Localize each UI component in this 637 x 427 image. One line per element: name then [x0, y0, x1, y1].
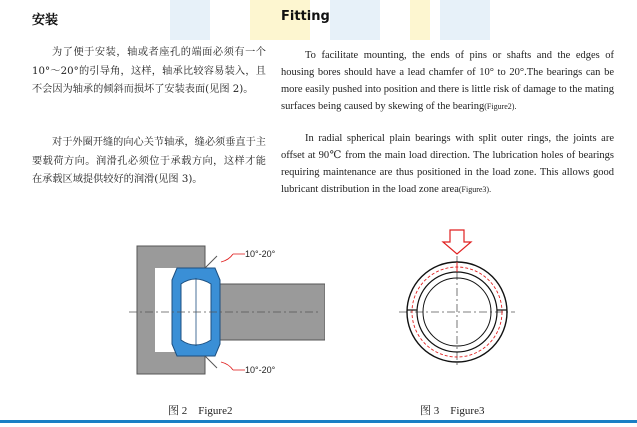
angle-label-bottom: 10°-20°: [245, 365, 276, 375]
paragraph-cn-1: 为了便于安装，轴或者座孔的端面必须有一个 10°～20°的引导角，这样，轴承比较容易装入，且不会因为轴承的倾斜而损坏了安装表面(见图 2)。: [32, 47, 266, 95]
paragraph-cn-2: 对于外圈开缝的向心关节轴承，缝必须垂直于主要载荷方向。润滑孔必须位于承载方向，这样才能在承载区域提供较好的润滑(见图 3)。: [32, 137, 266, 185]
figure3-reference: (Figure3).: [458, 185, 492, 194]
figure2-caption: 图 2 Figure2: [168, 405, 233, 417]
paragraph-en-1-text: To facilitate mounting, the ends of pins or shafts and the edges of housing bores should have a lead chamfer of 10° to 20°.The bearings can be more easily pushed into position and there is little risk of damage to the mating surfaces being caused by skewing of the bearing: [281, 50, 614, 112]
figure3-caption: 图 3 Figure3: [420, 405, 485, 417]
bottom-rule: [0, 420, 637, 423]
figure2-diagram: [125, 240, 325, 380]
angle-label-top: 10°-20°: [245, 249, 276, 259]
figure3-diagram: [395, 228, 520, 368]
paragraph-en-2: [281, 130, 614, 198]
section-heading-cn: 安装: [32, 13, 59, 28]
figure2-reference: (Figure2).: [484, 102, 517, 111]
section-heading-en: Fitting: [281, 9, 330, 24]
load-arrow-icon: [443, 230, 471, 254]
paragraph-en-2-text: In radial spherical plain bearings with split outer rings, the joints are offset at 90℃ from the main load direction. The lubrication holes of bearings requiring maintenance are thus positioned in the load zone. This allows good lubricant distribution in the load zone area: [281, 133, 614, 195]
paragraph-en-1: [281, 47, 614, 115]
